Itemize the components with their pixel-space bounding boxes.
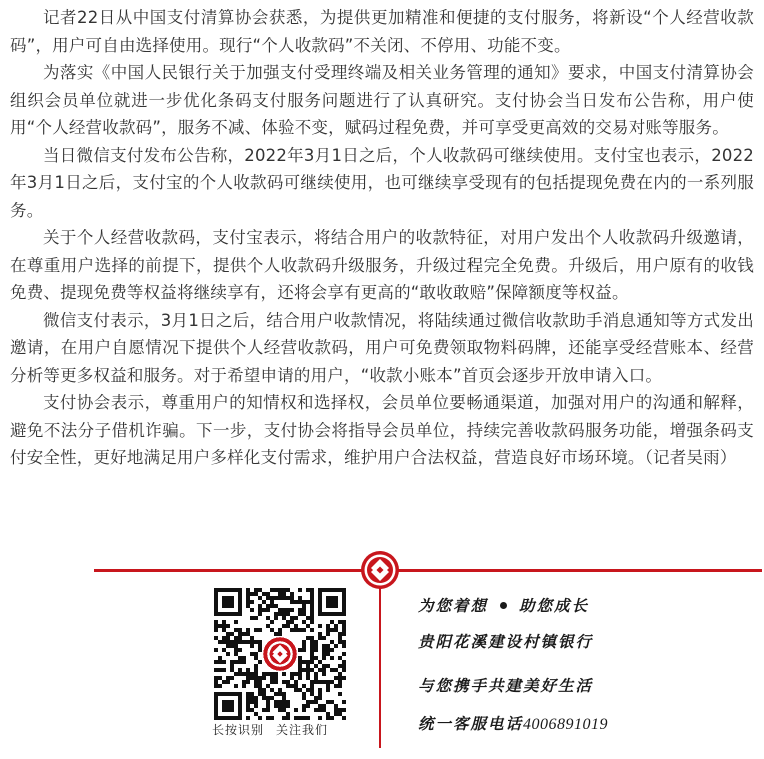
footer-divider-vertical (379, 572, 381, 748)
qr-caption-left: 长按识别 (212, 723, 265, 737)
hotline (418, 712, 608, 734)
qr-caption-right: 关注我们 (276, 723, 329, 737)
slogan-right: 助您成长 (519, 596, 590, 615)
qr-caption (212, 721, 352, 738)
tagline: 与您携手共建美好生活 (418, 676, 594, 695)
hotline-label: 统一客服电话 (418, 714, 524, 733)
paragraph-6: 支付协会表示，尊重用户的知情权和选择权，会员单位要畅通渠道，加强对用户的沟通和解释，避免不法分子借机诈骗。下一步，支付协会将指导会员单位，持续完善收款码服务功能，增强条码支付安全性，更好地满足用户多样化支付需求，维护用户合法权益，营造良好市场环境。（记者吴雨） (10, 393, 754, 467)
paragraph-1: 记者22日从中国支付清算协会获悉，为提供更加精准和便捷的支付服务，将新设“个人经营收款码”，用户可自由选择使用。现行“个人收款码”不关闭、不停用、功能不变。 (10, 8, 754, 55)
bank-name: 贵阳花溪建设村镇银行 (418, 632, 594, 651)
paragraph-3: 当日微信支付发布公告称，2022年3月1日之后，个人收款码可继续使用。支付宝也表示，2022年3月1日之后，支付宝的个人收款码可继续使用，也可继续享受现有的包括提现免费在内的一系列服务。 (10, 145, 754, 220)
paragraph-5: 微信支付表示，3月1日之后，结合用户收款情况，将陆续通过微信收款助手消息通知等方式发出邀请，在用户自愿情况下提供个人经营收款码，用户可免费领取物料码牌，还能享受经营账本、经营分析等更多权益和服务。对于希望申请的用户，“收款小账本”首页会逐步开放申请入口。 (10, 310, 754, 385)
paragraph-2: 为落实《中国人民银行关于加强支付受理终端及相关业务管理的通知》要求，中国支付清算协会组织会员单位就进一步优化条码支付服务问题进行了认真研究。支付协会当日发布公告称，用户使用“个人经营收款码”，服务不减、体验不变，赋码过程免费，并可享受更高效的交易对账等服务。 (10, 63, 754, 137)
bullet-dot-icon (500, 602, 507, 609)
bank-logo-icon (360, 550, 400, 590)
footer-divider-horizontal (94, 569, 762, 572)
article-body (10, 4, 754, 472)
hotline-number[interactable]: 4006891019 (523, 716, 609, 733)
paragraph-4: 关于个人经营收款码，支付宝表示，将结合用户的收款特征，对用户发出个人收款码升级邀请，在尊重用户选择的前提下，提供个人收款码升级服务，升级过程完全免费。升级后，用户原有的收钱免费、提现免费等权益将继续享有，还将会享有更高的“敢收敢赔”保障额度等权益。 (10, 228, 754, 302)
slogan-left: 为您着想 (418, 596, 489, 615)
slogan-line (418, 594, 589, 616)
qr-code-icon[interactable] (214, 588, 346, 720)
